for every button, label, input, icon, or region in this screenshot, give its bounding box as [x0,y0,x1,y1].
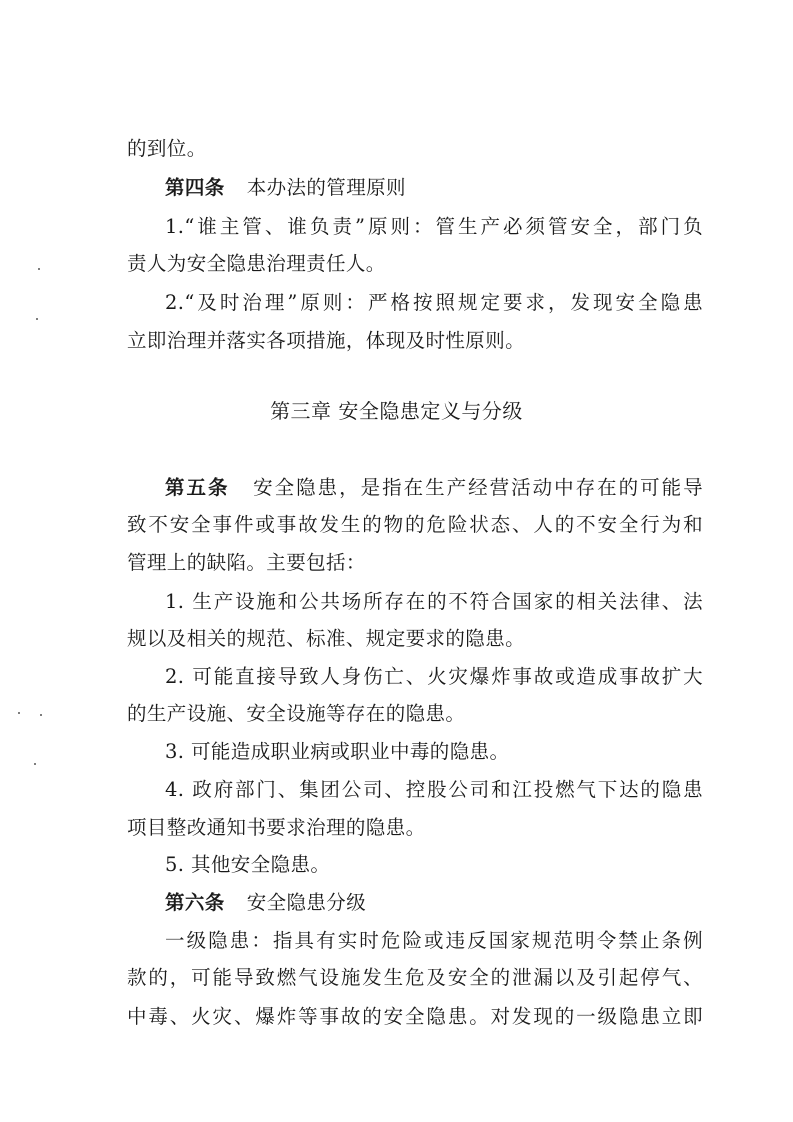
scan-speck [36,318,38,320]
scan-speck [40,714,42,716]
article-4-text: 本办法的管理原则 [246,176,406,199]
scan-speck [34,763,36,765]
text-line: 4. 政府部门、集团公司、控股公司和江投燃气下达的隐患 [165,778,703,801]
article-4-title: 第四条 [165,176,225,199]
text-line: 2. 可能直接导致人身伤亡、火灾爆炸事故或造成事故扩大 [165,665,703,688]
article-6-line [165,890,703,916]
text-line: 1. 生产设施和公共场所存在的不符合国家的相关法律、法 [165,590,703,613]
text-line: 管理上的缺陷。主要包括： [127,551,366,574]
article-6-text: 安全隐患分级 [246,891,367,914]
article-5-line [165,475,703,501]
article-6-title: 第六条 [165,891,225,914]
text-line: 款的，可能导致燃气设施发生危及安全的泄漏以及引起停气、 [127,966,703,989]
text-line: 项目整改通知书要求治理的隐患。 [127,816,426,839]
text-line: 1.“谁主管、谁负责”原则：管生产必须管安全，部门负 [165,215,703,238]
text-line: 一级隐患：指具有实时危险或违反国家规范明令禁止条例 [165,929,703,952]
text-line: 的生产设施、安全设施等存在的隐患。 [127,702,466,725]
text-line: 2.“及时治理”原则：严格按照规定要求，发现安全隐患 [165,291,703,314]
article-5-text: 安全隐患，是指在生产经营活动中存在的可能导 [251,476,703,499]
text-line: 规以及相关的规范、标准、规定要求的隐患。 [127,627,526,650]
text-line: 致不安全事件或事故发生的物的危险状态、人的不安全行为和 [127,513,703,536]
text-line: 责人为安全隐患治理责任人。 [127,252,386,275]
text-line: 5. 其他安全隐患。 [165,853,331,876]
text-line: 3. 可能造成职业病或职业中毒的隐患。 [165,740,510,763]
article-4-line [165,175,703,201]
article-5-title: 第五条 [165,476,230,499]
text-line: 立即治理并落实各项措施，体现及时性原则。 [127,329,526,352]
chapter-heading: 第三章 安全隐患定义与分级 [270,399,523,423]
text-line: 中毒、火灾、爆炸等事故的安全隐患。对发现的一级隐患立即 [127,1005,703,1028]
text-line: 的到位。 [127,137,207,160]
scan-speck [18,712,20,714]
scan-speck [38,268,40,270]
